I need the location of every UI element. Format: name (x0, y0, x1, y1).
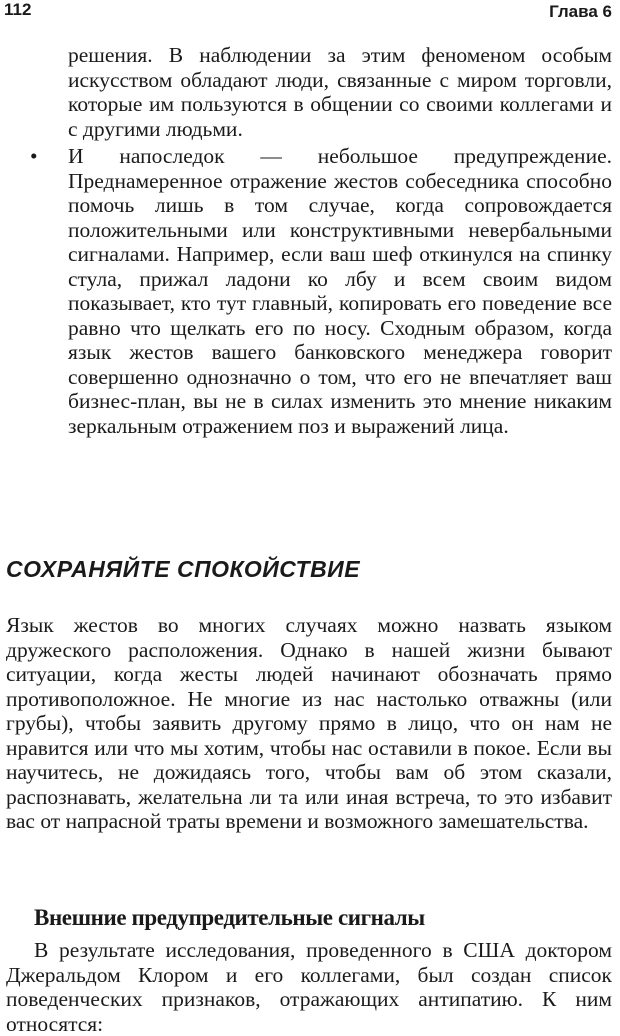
chapter-label: Глава 6 (549, 2, 612, 21)
page-number: 112 (4, 0, 32, 19)
subsection-heading: Внешние предупредительные сигналы (34, 905, 425, 930)
running-header (0, 0, 620, 26)
bullet-marker: • (30, 144, 38, 168)
section-heading: СОХРАНЯЙТЕ СПОКОЙСТВИЕ (6, 556, 361, 582)
continuation-paragraph: решения. В наблюдении за этим феноменом особым искусством обладают люди, связанные с миром торговли, которые им пользуются в общении со своими коллегами и с другими людьми. (68, 43, 612, 141)
section-paragraph: Язык жестов во многих случаях можно назвать языком дружеского расположения. Однако в нашей жизни бывают ситуации, когда жесты людей начинают обозначать прямо противоположное. Не многие из нас настолько отважны (или грубы), чтобы заявить другому прямо в лицо, что он нам не нравится или что мы хотим, чтобы нас оставили в покое. Если вы научитесь, не дожидаясь того, чтобы вам об этом сказали, распознавать, желательна ли та или иная встреча, то это избавит вас от напрасной траты времени и возможного замешательства. (6, 613, 612, 833)
subsection-paragraph: В результате исследования, проведенного в США доктором Джеральдом Клором и его коллегами, был создан список поведенческих признаков, отражающих антипатию. К ним относятся: (6, 938, 612, 1036)
bullet-text: И напоследок — небольшое предупреждение. Преднамеренное отражение жестов собеседника способно помочь лишь в том случае, когда сопровождается положительными или конструктивными невербальными сигналами. Например, если ваш шеф откинулся на спинку стула, прижал ладони ко лбу и всем своим видом показывает, кто тут главный, копировать его поведение все равно что щелкать его по носу. Сходным образом, когда язык жестов вашего банковского менеджера говорит совершенно однозначно о том, что его не впечатляет ваш бизнес-план, вы не в силах изменить это мнение никаким зеркальным отражением поз и выражений лица. (68, 144, 612, 438)
